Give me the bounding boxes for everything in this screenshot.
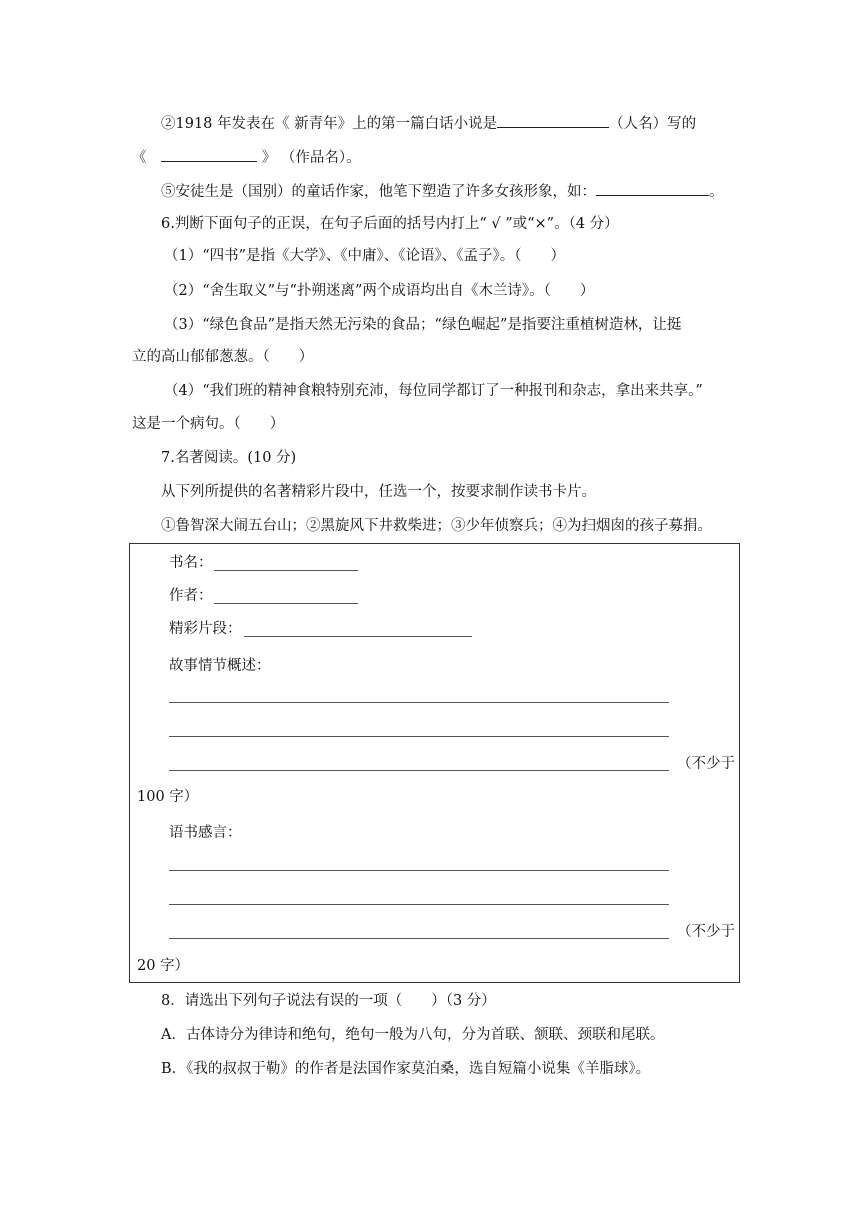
q5-item5-blank[interactable] — [596, 180, 709, 196]
q5-item5-text: ⑤安徒生是（国别）的童话作家，他笔下塑造了许多女孩形象，如： — [161, 184, 596, 200]
q6-statement-1: （1）“四书”是指《大学》、《中庸》、《论语》、《孟子》。（ ） — [164, 248, 566, 264]
q6-statement-4-line1: （4）“我们班的精神食粮特别充沛，每位同学都订了一种报刊和杂志，拿出来共享。” — [164, 383, 703, 399]
plot-line-3[interactable] — [169, 770, 669, 771]
plot-label: 故事情节概述： — [169, 658, 271, 674]
q5-item5-line — [161, 180, 724, 202]
q5-item2-text-b: （人名）写的 — [609, 116, 697, 132]
excerpt-label: 精彩片段： — [169, 621, 242, 637]
q8-title: 8．请选出下列句子说法有误的一项（ ）（3 分） — [161, 993, 496, 1009]
plot-line-2[interactable] — [169, 736, 669, 737]
q8-option-a: A．古体诗分为律诗和绝句，绝句一般为八句，分为首联、颔联、颈联和尾联。 — [161, 1027, 665, 1043]
q6-statement-3-line1: （3）“绿色食品”是指天然无污染的食品；“绿色崛起”是指要注重植树造林，让挺 — [164, 317, 682, 333]
q6-statement-4-line2: 这是一个病句。（ ） — [132, 416, 285, 432]
reading-card — [129, 543, 740, 983]
q6-statement-2: （2）“舍生取义”与“扑朔迷离”两个成语均出自《木兰诗》。（ ） — [164, 283, 595, 299]
q5-item2-close: 》 （作品名）。 — [261, 150, 361, 166]
feeling-label: 语书感言： — [169, 825, 242, 841]
feeling-limit-a: （不少于 — [677, 924, 735, 940]
plot-line-1[interactable] — [169, 702, 669, 703]
q5-item2-blank-author[interactable] — [497, 112, 609, 128]
q7-title: 7.名著阅读。(10 分) — [161, 450, 297, 466]
q7-instruction: 从下列所提供的名著精彩片段中，任选一个，按要求制作读书卡片。 — [161, 484, 596, 500]
feeling-line-3[interactable] — [169, 938, 669, 939]
feeling-line-1[interactable] — [169, 870, 669, 871]
book-name-blank[interactable] — [214, 570, 358, 571]
q8-option-b: B．《我的叔叔于勒》的作者是法国作家莫泊桑，选自短篇小说集《羊脂球》。 — [161, 1061, 651, 1077]
q6-title: 6.判断下面句子的正误，在句子后面的括号内打上“ √ ”或“×”。（4 分） — [161, 216, 619, 232]
excerpt-blank[interactable] — [244, 636, 472, 637]
q5-item2-line1 — [161, 112, 696, 134]
feeling-line-2[interactable] — [169, 904, 669, 905]
author-label: 作者： — [169, 588, 213, 604]
q5-item2-text-a: ②1918 年发表在《 新青年》上的第一篇白话小说是 — [161, 116, 498, 132]
q5-item2-open: 《 — [132, 150, 147, 166]
q5-item2-line2 — [132, 146, 361, 168]
book-name-label: 书名： — [169, 555, 213, 571]
q7-options: ①鲁智深大闹五台山；②黑旋风下井救柴进；③少年侦察兵；④为扫烟囱的孩子募捐。 — [161, 518, 712, 534]
q6-statement-3-line2: 立的高山郁郁葱葱。（ ） — [132, 349, 314, 365]
author-blank[interactable] — [214, 603, 358, 604]
q5-item2-blank-work[interactable] — [161, 146, 257, 162]
plot-limit-a: （不少于 — [677, 756, 735, 772]
plot-limit-b: 100 字） — [137, 789, 199, 805]
q5-item5-end: 。 — [709, 184, 724, 200]
feeling-limit-b: 20 字） — [137, 958, 190, 974]
